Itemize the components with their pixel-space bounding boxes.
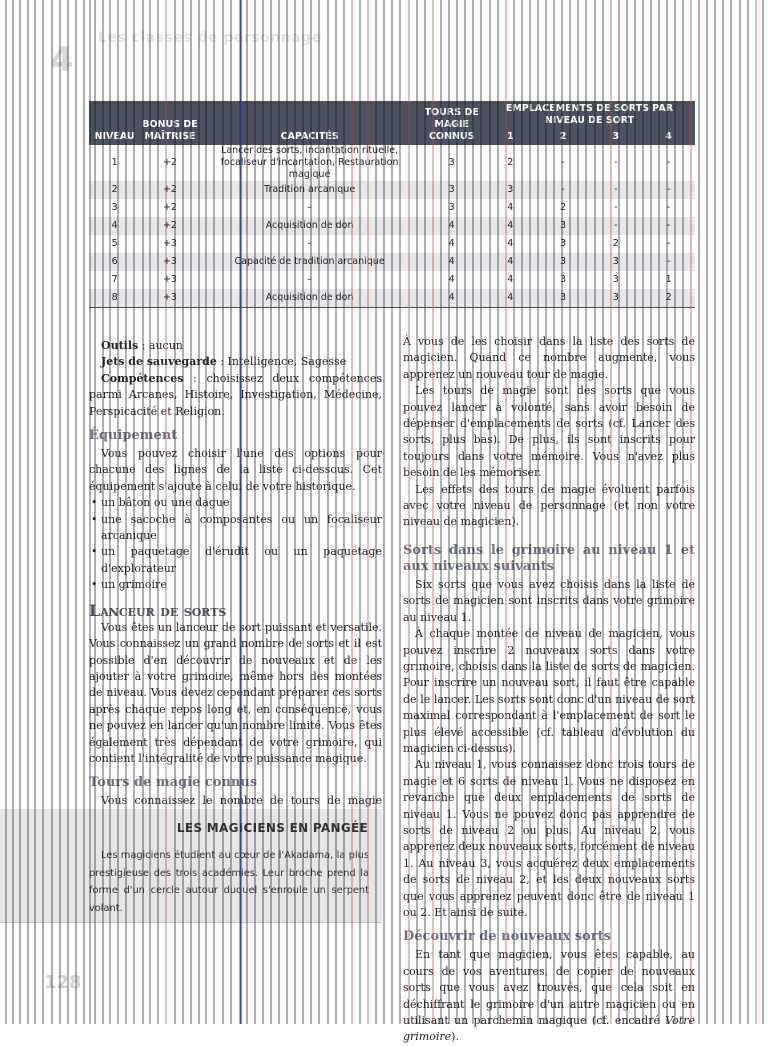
outils-label: Outils: [101, 339, 139, 352]
cell-slot-2: -: [537, 145, 590, 181]
paragraph: À chaque montée de niveau de magicien, vous pouvez inscrire 2 nouveaux sorts dans votre grimoire, choisis dans la liste de sorts de magicien. Pour inscrire un nouveau sort, il faut être capable de le lancer. Les sorts sont donc d'un niveau de sort maximal correspondant à l'emplacement de sort le plus élevé accessible (cf. tableau d'évolution du magicien ci-dessus).: [403, 627, 695, 755]
list-item: • une sacoche à composantes ou un focaliseur arcanique: [89, 512, 382, 545]
list-item: • un grimoire: [89, 577, 382, 593]
cell-slot-1: 4: [484, 271, 537, 289]
cell-bonus: +2: [140, 217, 200, 235]
cell-bonus: +3: [140, 253, 200, 271]
cell-slot-3: 3: [589, 271, 642, 289]
header-capacites: CAPACITÉS: [200, 101, 420, 145]
paragraph: Les effets des tours de magie évoluent parfois avec votre niveau de personnage (et non votre niveau de magicien).: [403, 482, 695, 529]
cell-slot-1: 4: [484, 199, 537, 217]
cell-bonus: +2: [140, 145, 200, 181]
cell-slot-1: 4: [484, 253, 537, 271]
competences-line: [89, 371, 382, 420]
cell-bonus: +3: [140, 235, 200, 253]
outils-line: [89, 338, 382, 354]
equipement-list: [89, 495, 382, 593]
header-slot-4: 4: [642, 129, 695, 145]
cell-slot-3: -: [589, 199, 642, 217]
cell-slot-2: 3: [537, 271, 590, 289]
cell-slot-3: 3: [589, 253, 642, 271]
header-emplacements: EMPLACEMENTS DE SORTS PAR NIVEAU DE SORT: [484, 101, 695, 129]
cell-bonus: +2: [140, 199, 200, 217]
header-slot-1: 1: [484, 129, 537, 145]
cell-slot-2: 3: [537, 289, 590, 308]
cell-tours: 3: [420, 181, 484, 199]
paragraph: À vous de les choisir dans la liste des sorts de magicien. Quand ce nombre augmente, vous apprenez un nouveau tour de magie.: [403, 335, 695, 381]
paragraph: Six sorts que vous avez choisis dans la liste de sorts de magicien sont inscrits dans votre grimoire au niveau 1.: [403, 577, 695, 624]
sidebar-title: LES MAGICIENS EN PANGÉE: [176, 821, 368, 835]
cell-bonus: +3: [140, 289, 200, 308]
cell-tours: 3: [420, 199, 484, 217]
paragraph: [403, 947, 695, 1045]
cell-slot-2: 3: [537, 235, 590, 253]
cell-slot-2: 2: [537, 199, 590, 217]
cell-slot-3: -: [589, 181, 642, 199]
page-number: 128: [44, 972, 82, 993]
cell-tours: 4: [420, 271, 484, 289]
cell-capacites: Acquisition de don: [200, 289, 420, 308]
cell-slot-4: -: [642, 217, 695, 235]
paragraph: Au niveau 1, vous connaissez donc trois tours de magie et 6 sorts de niveau 1. Vous ne disposez en revanche que deux emplacements de sorts de niveau 1. Vous ne pouvez donc pas apprendre de sorts de niveau 2 ou plus. Au niveau 2, vous apprenez deux nouveaux sorts, forcément de niveau 1. Au niveau 3, vous acquérez deux emplacements de sorts de niveau 2, et les deux nouveaux sorts que vous apprenez peuvent donc être de niveau 1 ou 2. Et ainsi de suite.: [403, 758, 695, 919]
list-item: • un bâton ou une dague: [89, 495, 382, 511]
cell-bonus: +3: [140, 271, 200, 289]
cell-tours: 4: [420, 217, 484, 235]
cell-slot-4: -: [642, 199, 695, 217]
lanceur-text: Vous êtes un lanceur de sort puissant et versatile. Vous connaissez un grand nombre de sorts et il est possible d'en découvrir de nouveaux et de les ajouter à votre grimoire, même hors des montées de niveau. Vous devez cependant préparer ces sorts après chaque repos long et, en conséquence, vous ne pouvez en lancer qu'un nombre limité. Vous êtes également très dépendant de votre grimoire, qui contient l'intégralité de votre puissance magique.: [89, 620, 382, 765]
cell-capacites: –: [200, 235, 420, 253]
cell-capacites: Capacité de tradition arcanique: [200, 253, 420, 271]
cell-slot-4: 2: [642, 289, 695, 308]
cell-capacites: Lancer des sorts, incantation rituelle, focaliseur d'incantation, Restauration magique: [200, 145, 420, 181]
cell-niveau: 3: [89, 199, 140, 217]
sidebar-box: [0, 809, 382, 923]
left-column: [89, 338, 382, 843]
grimoire-reference: Votre grimoire: [403, 1014, 695, 1044]
cell-slot-3: -: [589, 145, 642, 181]
cell-niveau: 5: [89, 235, 140, 253]
cell-slot-4: -: [642, 253, 695, 271]
table-row: [89, 181, 695, 199]
cell-slot-4: -: [642, 145, 695, 181]
decouvrir-heading: Découvrir de nouveaux sorts: [403, 929, 611, 945]
cell-niveau: 4: [89, 217, 140, 235]
header-slot-2: 2: [537, 129, 590, 145]
cell-tours: 4: [420, 289, 484, 308]
competences-value: : choisissez deux compétences parmi Arcanes, Histoire, Investigation, Médecine, Perspicacité et Religion.: [89, 371, 382, 418]
cell-slot-2: 3: [537, 217, 590, 235]
table-row: [89, 235, 695, 253]
lanceur-heading: Lanceur de sorts: [89, 600, 227, 620]
equipement-text: Vous pouvez choisir l'une des options pour chacune des lignes de la liste ci-dessous. Cet équipement s'ajoute à celui de votre historique.: [89, 447, 382, 493]
evolution-table: [89, 101, 695, 308]
cell-niveau: 1: [89, 145, 140, 181]
cell-niveau: 6: [89, 253, 140, 271]
cell-capacites: Tradition arcanique: [200, 181, 420, 199]
cell-tours: 4: [420, 253, 484, 271]
sidebar-paragraph: Les magiciens étudient au cœur de l'Akadama, la plus prestigieuse des trois académies. Leur broche prend la forme d'un cercle autour duquel s'enroule un serpent volant.: [89, 850, 369, 914]
paragraph: Les tours de magie sont des sorts que vous pouvez lancer à volonté, sans avoir besoin de dépenser d'emplacements de sorts (cf. Lancer des sorts, plus bas). De plus, ils sont inscrits pour toujours dans votre mémoire. Vous n'avez plus besoin de les mémoriser.: [403, 384, 695, 480]
cell-slot-3: 2: [589, 235, 642, 253]
cell-slot-1: 4: [484, 217, 537, 235]
cell-slot-2: -: [537, 181, 590, 199]
cell-slot-2: 3: [537, 253, 590, 271]
cell-niveau: 8: [89, 289, 140, 308]
sidebar-text: [89, 847, 369, 917]
cell-capacites: Acquisition de don: [200, 217, 420, 235]
jets-value: : Intelligence, Sagesse: [216, 355, 347, 369]
tours-text: Vous connaissez le nombre de tours de magie: [101, 794, 382, 808]
cell-capacites: –: [200, 271, 420, 289]
cell-niveau: 7: [89, 271, 140, 289]
cell-slot-1: 2: [484, 145, 537, 181]
cell-slot-1: 4: [484, 289, 537, 308]
cell-slot-1: 3: [484, 181, 537, 199]
tours-heading: Tours de magie connus: [89, 775, 258, 791]
list-item: • un paquetage d'érudit ou un paquetage d'explorateur: [89, 544, 382, 577]
table-row: [89, 253, 695, 271]
cell-niveau: 2: [89, 181, 140, 199]
decouvrir-text: En tant que magicien, vous êtes capable, au cours de vos aventures, de copier de nouveaux sorts que vous avez trouvés, que cela soit en déchiffrant le grimoire d'un autre magicien ou en utilisant un parchemin magique (cf. encadré: [403, 948, 695, 1028]
chapter-title: Les classes de personnage: [98, 30, 322, 46]
cell-slot-1: 4: [484, 235, 537, 253]
table-row: [89, 145, 695, 181]
grimoire-heading: Sorts dans le grimoire au niveau 1 et aux niveaux suivants: [403, 542, 695, 574]
right-column: [403, 334, 695, 1046]
cell-bonus: +2: [140, 181, 200, 199]
table-row: [89, 289, 695, 308]
decouvrir-text-end: ).: [451, 1030, 459, 1044]
cell-capacites: –: [200, 199, 420, 217]
header-tours: TOURS DE MAGIE CONNUS: [420, 101, 484, 145]
cell-slot-3: 3: [589, 289, 642, 308]
outils-value: : aucun: [138, 339, 183, 352]
cell-tours: 3: [420, 145, 484, 181]
header-bonus: BONUS DE MAÎTRISE: [140, 101, 200, 145]
cell-slot-4: 1: [642, 271, 695, 289]
header-slot-3: 3: [589, 129, 642, 145]
competences-label: Compétences: [101, 371, 184, 385]
cell-tours: 4: [420, 235, 484, 253]
table-row: [89, 217, 695, 235]
table-row: [89, 199, 695, 217]
cell-slot-3: -: [589, 217, 642, 235]
equipement-heading: Équipement: [89, 428, 178, 444]
jets-line: [89, 354, 382, 370]
header-niveau: NIVEAU: [89, 101, 140, 145]
jets-label: Jets de sauvegarde: [101, 355, 217, 369]
chapter-number: 4: [50, 40, 74, 80]
cell-slot-4: -: [642, 181, 695, 199]
cell-slot-4: -: [642, 235, 695, 253]
table-row: [89, 271, 695, 289]
